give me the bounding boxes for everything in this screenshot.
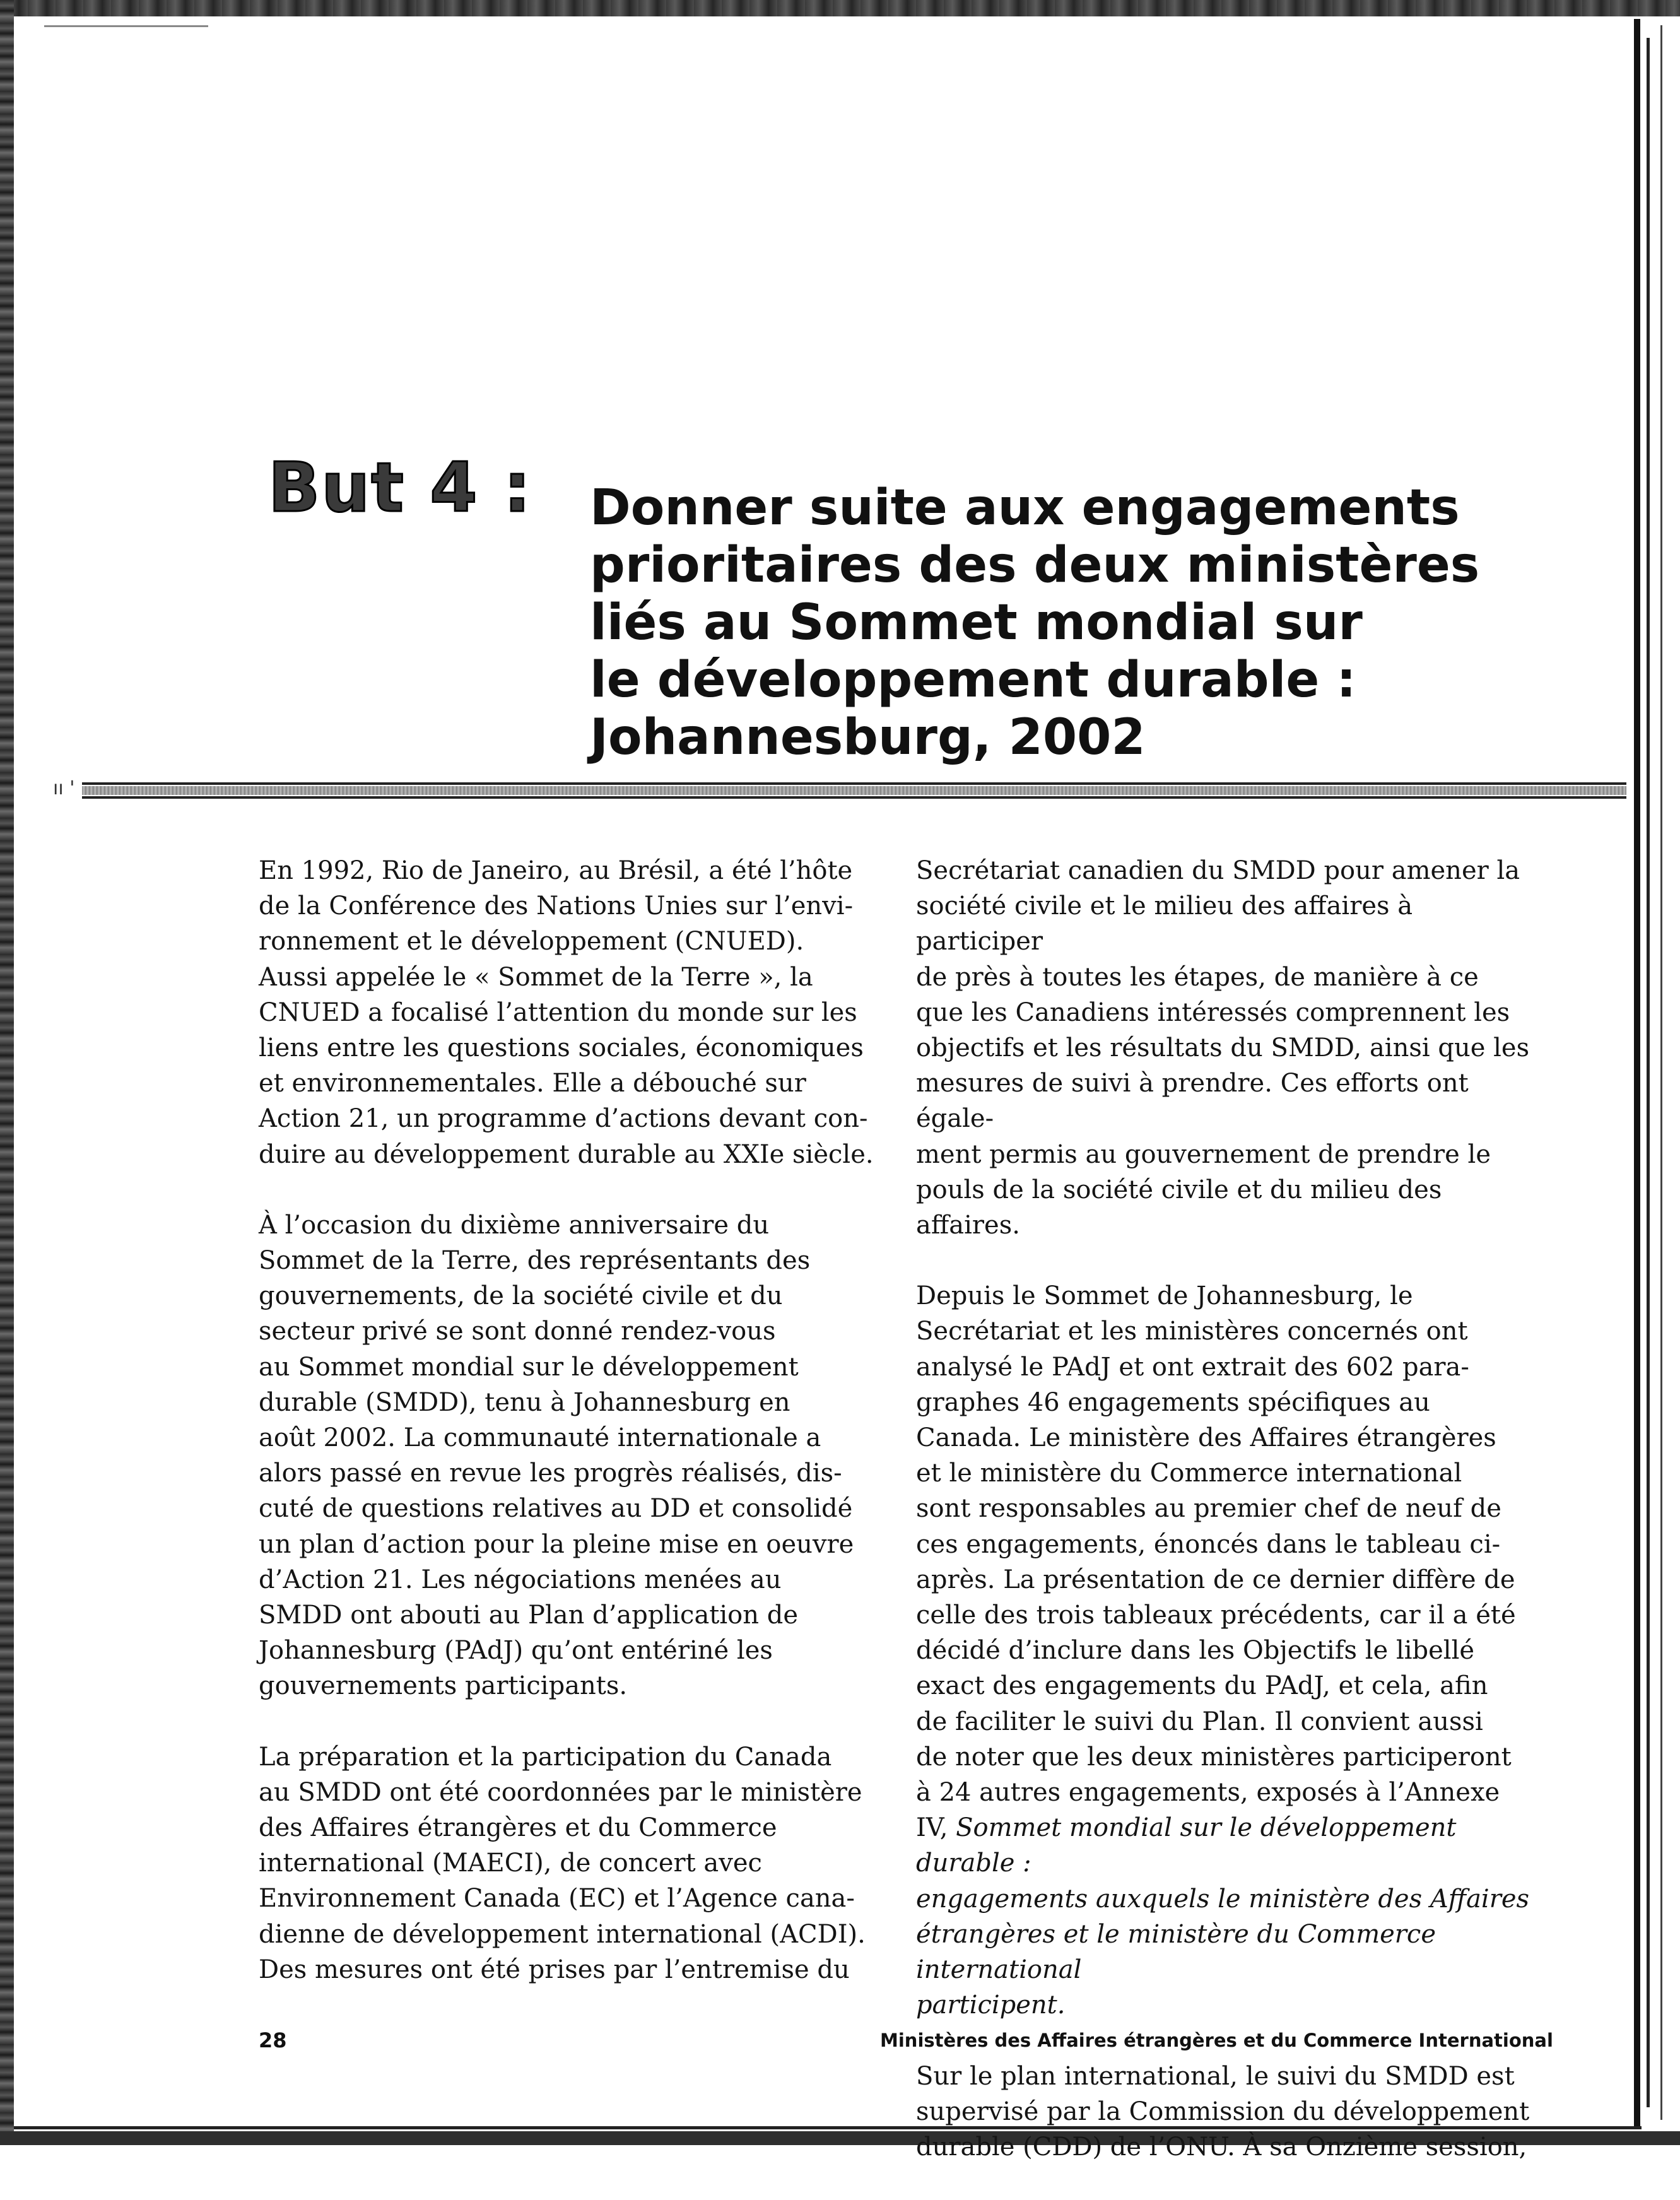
body-column-right <box>916 853 1534 2200</box>
scan-edge-left <box>0 0 14 2145</box>
paragraph-commitments: Depuis le Sommet de Johannesburg, le Secrétariat et les ministères concernés ont analysé le PAdJ et ont extrait des 602 para- graphes 46 engagements spécifiques au Canada. Le ministère des Affaires étrangères et le ministère du Commerce international sont responsables au premier chef de neuf de ces engagements, énoncés dans le tableau ci- après. La présentation de ce dernier diffère de celle des trois tableaux précédents, car il a été décidé d’inclure dans les Objectifs le libellé exact des engagements du PAdJ, et cela, afin de faciliter le suivi du Plan. Il convient aussi de noter que les deux ministères participeront à 24 autres engagements, exposés à l’Annexe IV, Sommet mondial sur le développement durable : engagements auxquels le ministère des Affaires étrangères et le ministère du Commerce international participent. <box>916 1281 1530 2020</box>
heading-rule-band <box>82 786 1626 795</box>
paragraph-secretariat: Secrétariat canadien du SMDD pour amener la société civile et le milieu des affaires à participer de près à toutes les étapes, de manière à ce que les Canadiens intéressés comprennent les objectifs et les résultats du SMDD, ainsi que les mesures de suivi à prendre. Ces efforts ont égale- ment permis au gouvernement de prendre le pouls de la société civile et du milieu des affaires. <box>916 856 1530 1240</box>
goal-title-line: prioritaires des deux ministères <box>590 537 1480 594</box>
heading-rule-bottom <box>82 796 1626 799</box>
goal-title-line: Donner suite aux engagements <box>590 479 1460 536</box>
paragraph-rio: En 1992, Rio de Janeiro, au Brésil, a été l’hôte de la Conférence des Nations Unies sur l’envi- ronnement et le développement (CNUED). Aussi appelée le « Sommet de la Terre », la CNUED a focalisé l’attention du monde sur les liens entre les questions sociales, économiques et environnementales. Elle a débouché sur Action 21, un programme d’actions devant con- duire au développement durable au XXIe siècle. <box>259 856 874 1169</box>
rule-margin-marks: ıı ꞌ <box>53 777 75 799</box>
paragraph-preparation: La préparation et la participation du Canada au SMDD ont été coordonnées par le ministère des Affaires étrangères et du Commerce international (MAECI), de concert avec Environnement Canada (EC) et l’Agence cana- dienne de développement international (ACDI). Des mesures ont été prises par l’entremise du <box>259 1742 866 1984</box>
page-number: 28 <box>259 2028 287 2052</box>
running-footer-title: Ministères des Affaires étrangères et du Commerce International <box>880 2030 1553 2051</box>
goal-title-line: le développement durable : <box>590 652 1356 709</box>
frame-line-right <box>1634 19 1640 2129</box>
frame-line-right-thin <box>1660 25 1662 2120</box>
paragraph-international: Sur le plan international, le suivi du SMDD est supervisé par la Commission du développement durable (CDD) de l’ONU. À sa Onzième session, <box>916 2061 1530 2162</box>
frame-line-right-inner <box>1647 38 1650 2107</box>
body-column-left <box>259 853 877 2023</box>
scan-top-mark <box>44 25 208 27</box>
goal-title-line: liés au Sommet mondial sur <box>590 594 1363 651</box>
paragraph-anniversary: À l’occasion du dixième anniversaire du Sommet de la Terre, des représentants des gouvernements, de la société civile et du secteur privé se sont donné rendez-vous au Sommet mondial sur le développement durable (SMDD), tenu à Johannesburg en août 2002. La communauté internationale a alors passé en revue les progrès réalisés, dis- cuté de questions relatives au DD et consolidé un plan d’action pour la pleine mise en oeuvre d’Action 21. Les négociations menées au SMDD ont abouti au Plan d’application de Johannesburg (PAdJ) qu’ont entériné les gouvernements participants. <box>259 1210 854 1701</box>
heading-rule-top <box>82 782 1626 785</box>
goal-title-line: Johannesburg, 2002 <box>590 709 1146 766</box>
annex-title: Sommet mondial sur le développement durable : <box>916 1813 1457 1878</box>
goal-title <box>590 479 1536 767</box>
scan-edge-top <box>0 0 1680 16</box>
goal-label: But 4 : <box>268 449 532 527</box>
